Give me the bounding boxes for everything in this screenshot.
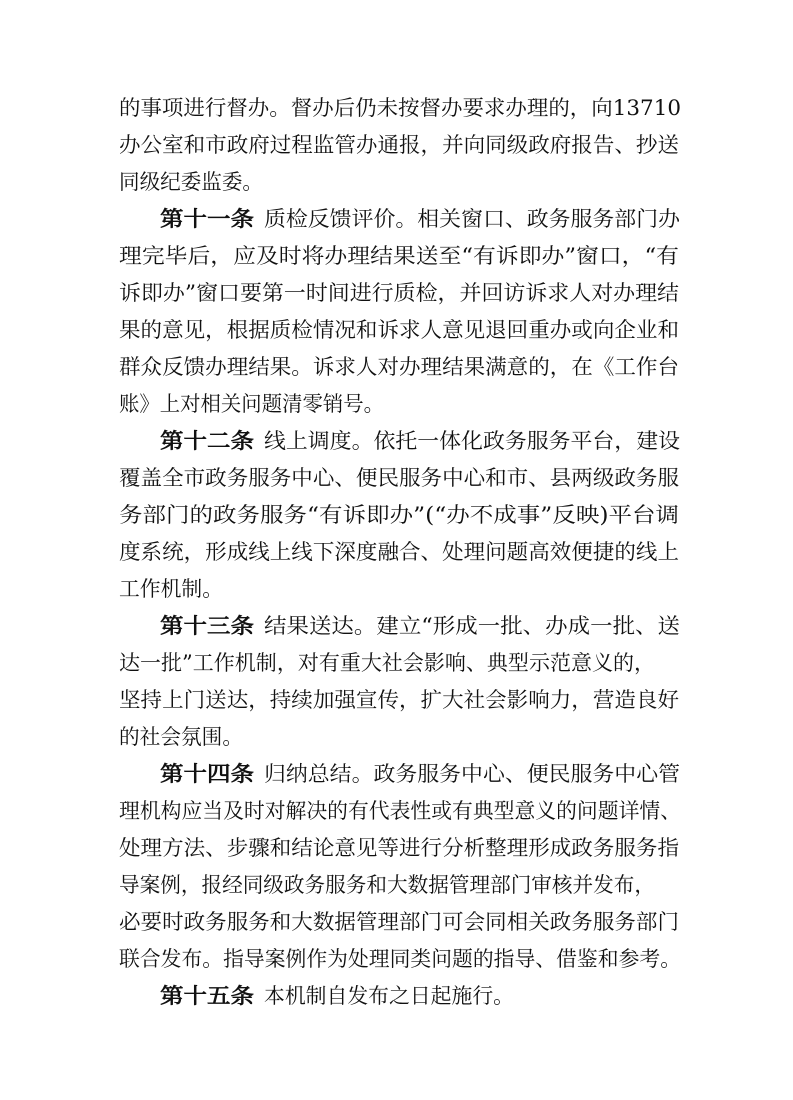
line-text: 工作机制。 [119,577,224,601]
line-text: 归纳总结。政务服务中心、便民服务中心管 [264,762,680,786]
line-text: 覆盖全市政务服务中心、便民服务中心和市、县两级政务服 [119,466,679,490]
line-text: 必要时政务服务和大数据管理部门可会同相关政务服务部门 [119,910,679,934]
line-text: 果的意见，根据质检情况和诉求人意见退回重办或向企业和 [119,318,679,342]
line-text: 坚持上门送达，持续加强宣传，扩大社会影响力，营造良好 [119,688,679,712]
line-text: 的事项进行督办。督办后仍未按督办要求办理的，向13710 [119,96,682,120]
line-text: 联合发布。指导案例作为处理同类问题的指导、借鉴和参考。 [119,947,682,971]
line-text: 的社会氛围。 [119,725,243,749]
article-heading: 第十二条 [160,429,254,453]
line-text: 同级纪委监委。 [119,170,264,194]
line-text: 度系统，形成线上线下深度融合、处理问题高效便捷的线上 [119,540,679,564]
article-heading: 第十一条 [160,207,254,231]
article-heading: 第十五条 [160,984,254,1008]
line-text: 达一批”工作机制，对有重大社会影响、典型示范意义的， [119,651,656,675]
line-text: 诉即办”窗口要第一时间进行质检，并回访诉求人对办理结 [119,281,680,305]
line-text: 账》上对相关问题清零销号。 [119,392,385,416]
article-heading: 第十三条 [160,614,254,638]
line-text: 本机制自发布之日起施行。 [264,984,515,1008]
line-text: 线上调度。依托一体化政务服务平台，建设 [264,429,680,453]
line-text: 务部门的政务服务“有诉即办”(“办不成事”反映)平台调 [119,503,680,527]
line-text: 导案例，报经同级政务服务和大数据管理部门审核并发布， [119,873,656,897]
line-text: 质检反馈评价。相关窗口、政务服务部门办 [264,207,680,231]
line-text: 理机构应当及时对解决的有代表性或有典型意义的问题详情、 [119,799,682,823]
line-text: 处理方法、步骤和结论意见等进行分析整理形成政务服务指 [119,836,679,860]
line-text: 群众反馈办理结果。诉求人对办理结果满意的，在《工作台 [119,355,679,379]
line-text: 理完毕后，应及时将办理结果送至“有诉即办”窗口，“有 [119,244,679,268]
line-text: 办公室和市政府过程监管办通报，并向同级政府报告、抄送 [119,133,679,157]
article-heading: 第十四条 [160,762,254,786]
line-text: 结果送达。建立“形成一批、办成一批、送 [264,614,680,638]
